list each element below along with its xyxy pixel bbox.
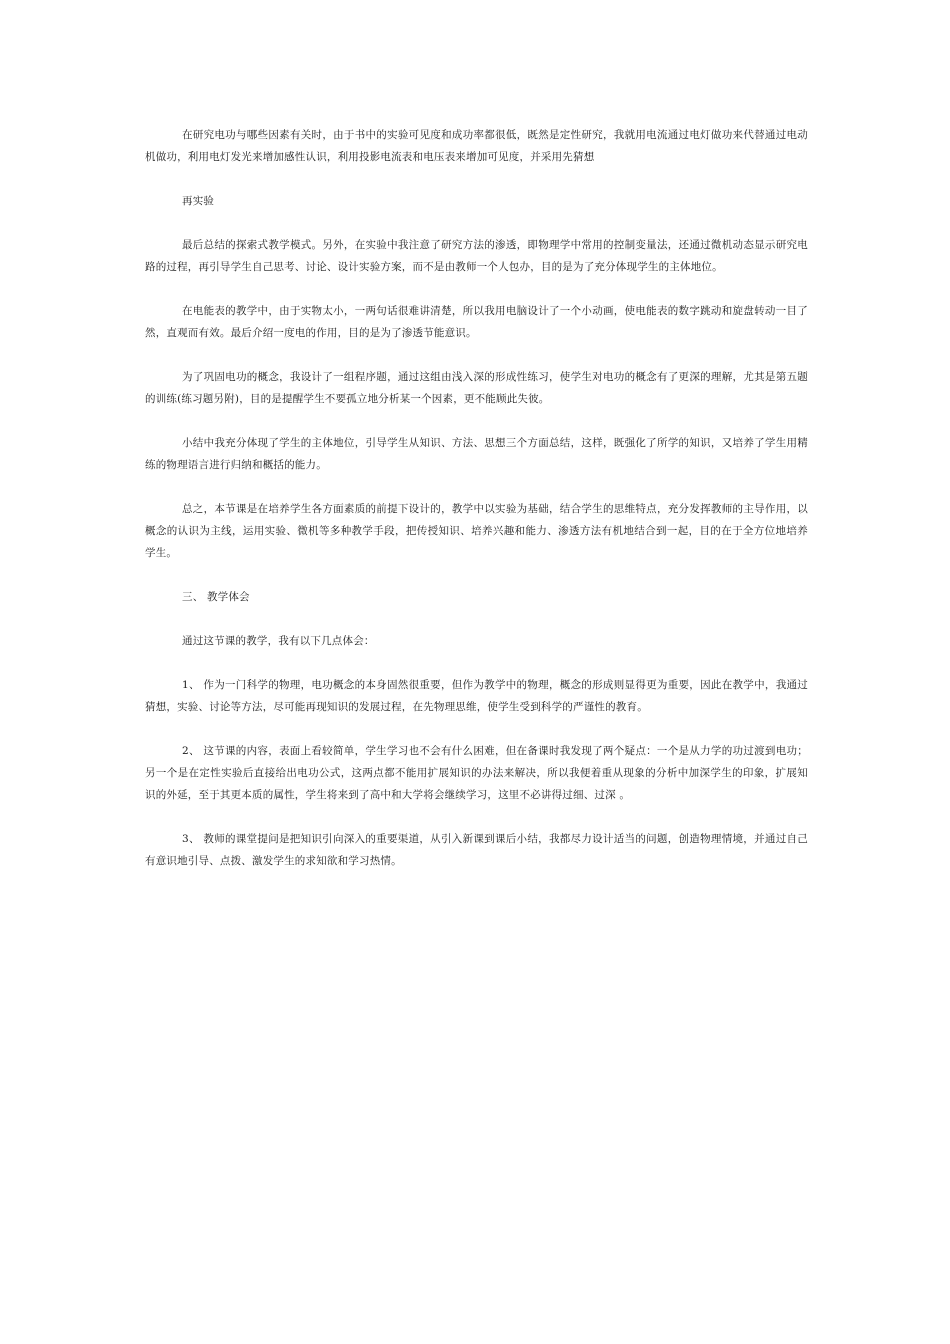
paragraph-exploratory-mode: 最后总结的探索式教学模式。另外，在实验中我注意了研究方法的渗透，即物理学中常用的控制变量法，还通过微机动态显示研究电路的过程，再引导学生自己思考、讨论、设计实验方案，而不是由教师一个人包办，目的是为了充分体现学生的主体地位。: [145, 239, 808, 273]
document-body: [145, 124, 808, 894]
paragraph-program-exercises: 为了巩固电功的概念，我设计了一组程序题，通过这组由浅入深的形成性练习，使学生对电功的概念有了更深的理解，尤其是第五题的训练(练习题另附)，目的是提醒学生不要孤立地分析某一个因素，更不能顾此失彼。: [145, 371, 808, 405]
list-item-reflection-3: 3、 教师的课堂提问是把知识引向深入的重要渠道，从引入新课到课后小结，我都尽力设计适当的问题，创造物理情境，并通过自己有意识地引导、点拨、激发学生的求知欲和学习热情。: [145, 833, 808, 867]
paragraph-summary: 小结中我充分体现了学生的主体地位，引导学生从知识、方法、思想三个方面总结，这样，既强化了所学的知识，又培养了学生用精练的物理语言进行归纳和概括的能力。: [145, 437, 808, 471]
list-item-reflection-1: 1、 作为一门科学的物理，电功概念的本身固然很重要，但作为教学中的物理，概念的形成则显得更为重要，因此在教学中，我通过猜想，实验、讨论等方法，尽可能再现知识的发展过程，在先物理思维，使学生受到科学的严谨性的教育。: [145, 679, 808, 713]
section-heading-teaching-reflection: 三、 教学体会: [182, 591, 250, 603]
paragraph-energy-meter: 在电能表的教学中，由于实物太小，一两句话很难讲清楚，所以我用电脑设计了一个小动画，使电能表的数字跳动和旋盘转动一目了然，直观而有效。最后介绍一度电的作用，目的是为了渗透节能意识。: [145, 305, 808, 339]
list-item-reflection-2: 2、 这节课的内容，表面上看较简单，学生学习也不会有什么困难，但在备课时我发现了两个疑点：一个是从力学的功过渡到电功；另一个是在定性实验后直接给出电功公式，这两点都不能用扩展知识的办法来解决，所以我便着重从现象的分析中加深学生的印象，扩展知识的外延，至于其更本质的属性，学生将来到了高中和大学将会继续学习，这里不必讲得过细、过深 。: [145, 745, 808, 801]
paragraph-then-experiment: 再实验: [182, 195, 215, 207]
paragraph-conclusion: 总之，本节课是在培养学生各方面素质的前提下设计的，教学中以实验为基础，结合学生的思维特点，充分发挥教师的主导作用，以概念的认识为主线，运用实验、微机等多种教学手段，把传授知识、培养兴趣和能力、渗透方法有机地结合到一起，目的在于全方位地培养学生。: [145, 503, 808, 559]
paragraph-reflection-intro: 通过这节课的教学，我有以下几点体会：: [182, 635, 375, 647]
paragraph-experiment-design: 在研究电功与哪些因素有关时，由于书中的实验可见度和成功率都很低，既然是定性研究，我就用电流通过电灯做功来代替通过电动机做功，利用电灯发光来增加感性认识，利用投影电流表和电压表来增加可见度，并采用先猜想: [145, 129, 808, 163]
